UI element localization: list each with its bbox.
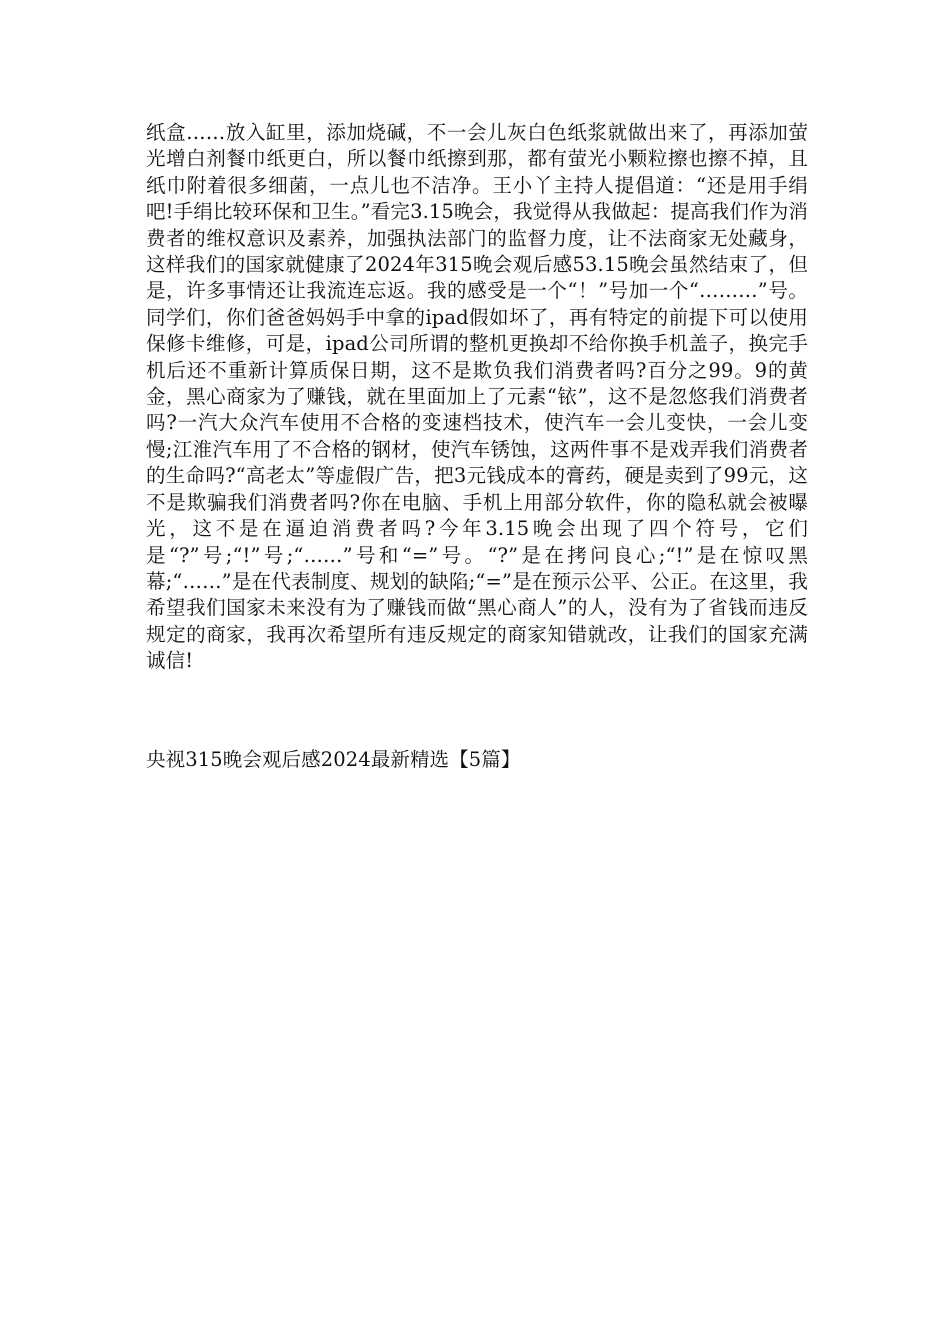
body-paragraph: 纸盒……放入缸里，添加烧碱，不一会儿灰白色纸浆就做出来了，再添加萤光增白剂餐巾纸更白，所以餐巾纸擦到那，都有萤光小颗粒擦也擦不掉，且纸巾附着很多细菌，一点儿也不洁净。王小丫主持人提倡道：“还是用手绢吧!手绢比较环保和卫生。”看完3.15晚会，我觉得从我做起：提高我们作为消费者的维权意识及素养，加强执法部门的监督力度，让不法商家无处藏身，这样我们的国家就健康了2024年315晚会观后感53.15晚会虽然结束了，但是，许多事情还让我流连忘返。我的感受是一个“！”号加一个“………”号。同学们，你们爸爸妈妈手中拿的ipad假如坏了，再有特定的前提下可以使用保修卡维修，可是，ipad公司所谓的整机更换却不给你换手机盖子，换完手机后还不重新计算质保日期，这不是欺负我们消费者吗?百分之99。9的黄金，黑心商家为了赚钱，就在里面加上了元素“铱”，这不是忽悠我们消费者吗?一汽大众汽车使用不合格的变速档技术，使汽车一会儿变快，一会儿变慢;江淮汽车用了不合格的钢材，使汽车锈蚀，这两件事不是戏弄我们消费者的生命吗?“高老太”等虚假广告，把3元钱成本的膏药，硬是卖到了99元，这不是欺骗我们消费者吗?你在电脑、手机上用部分软件，你的隐私就会被曝光，这不是在逼迫消费者吗?今年3.15晚会出现了四个符号，它们是“?”号;“!”号;“……”号和“=”号。“?”是在拷问良心;“!”是在惊叹黑幕;“……”是在代表制度、规划的缺陷;“=”是在预示公平、公正。在这里，我希望我们国家未来没有为了赚钱而做“黑心商人”的人，没有为了省钱而违反规定的商家，我再次希望所有违反规定的商家知错就改，让我们的国家充满诚信! <box>146 121 808 673</box>
section-heading: 央视315晚会观后感2024最新精选【5篇】 <box>146 748 521 771</box>
